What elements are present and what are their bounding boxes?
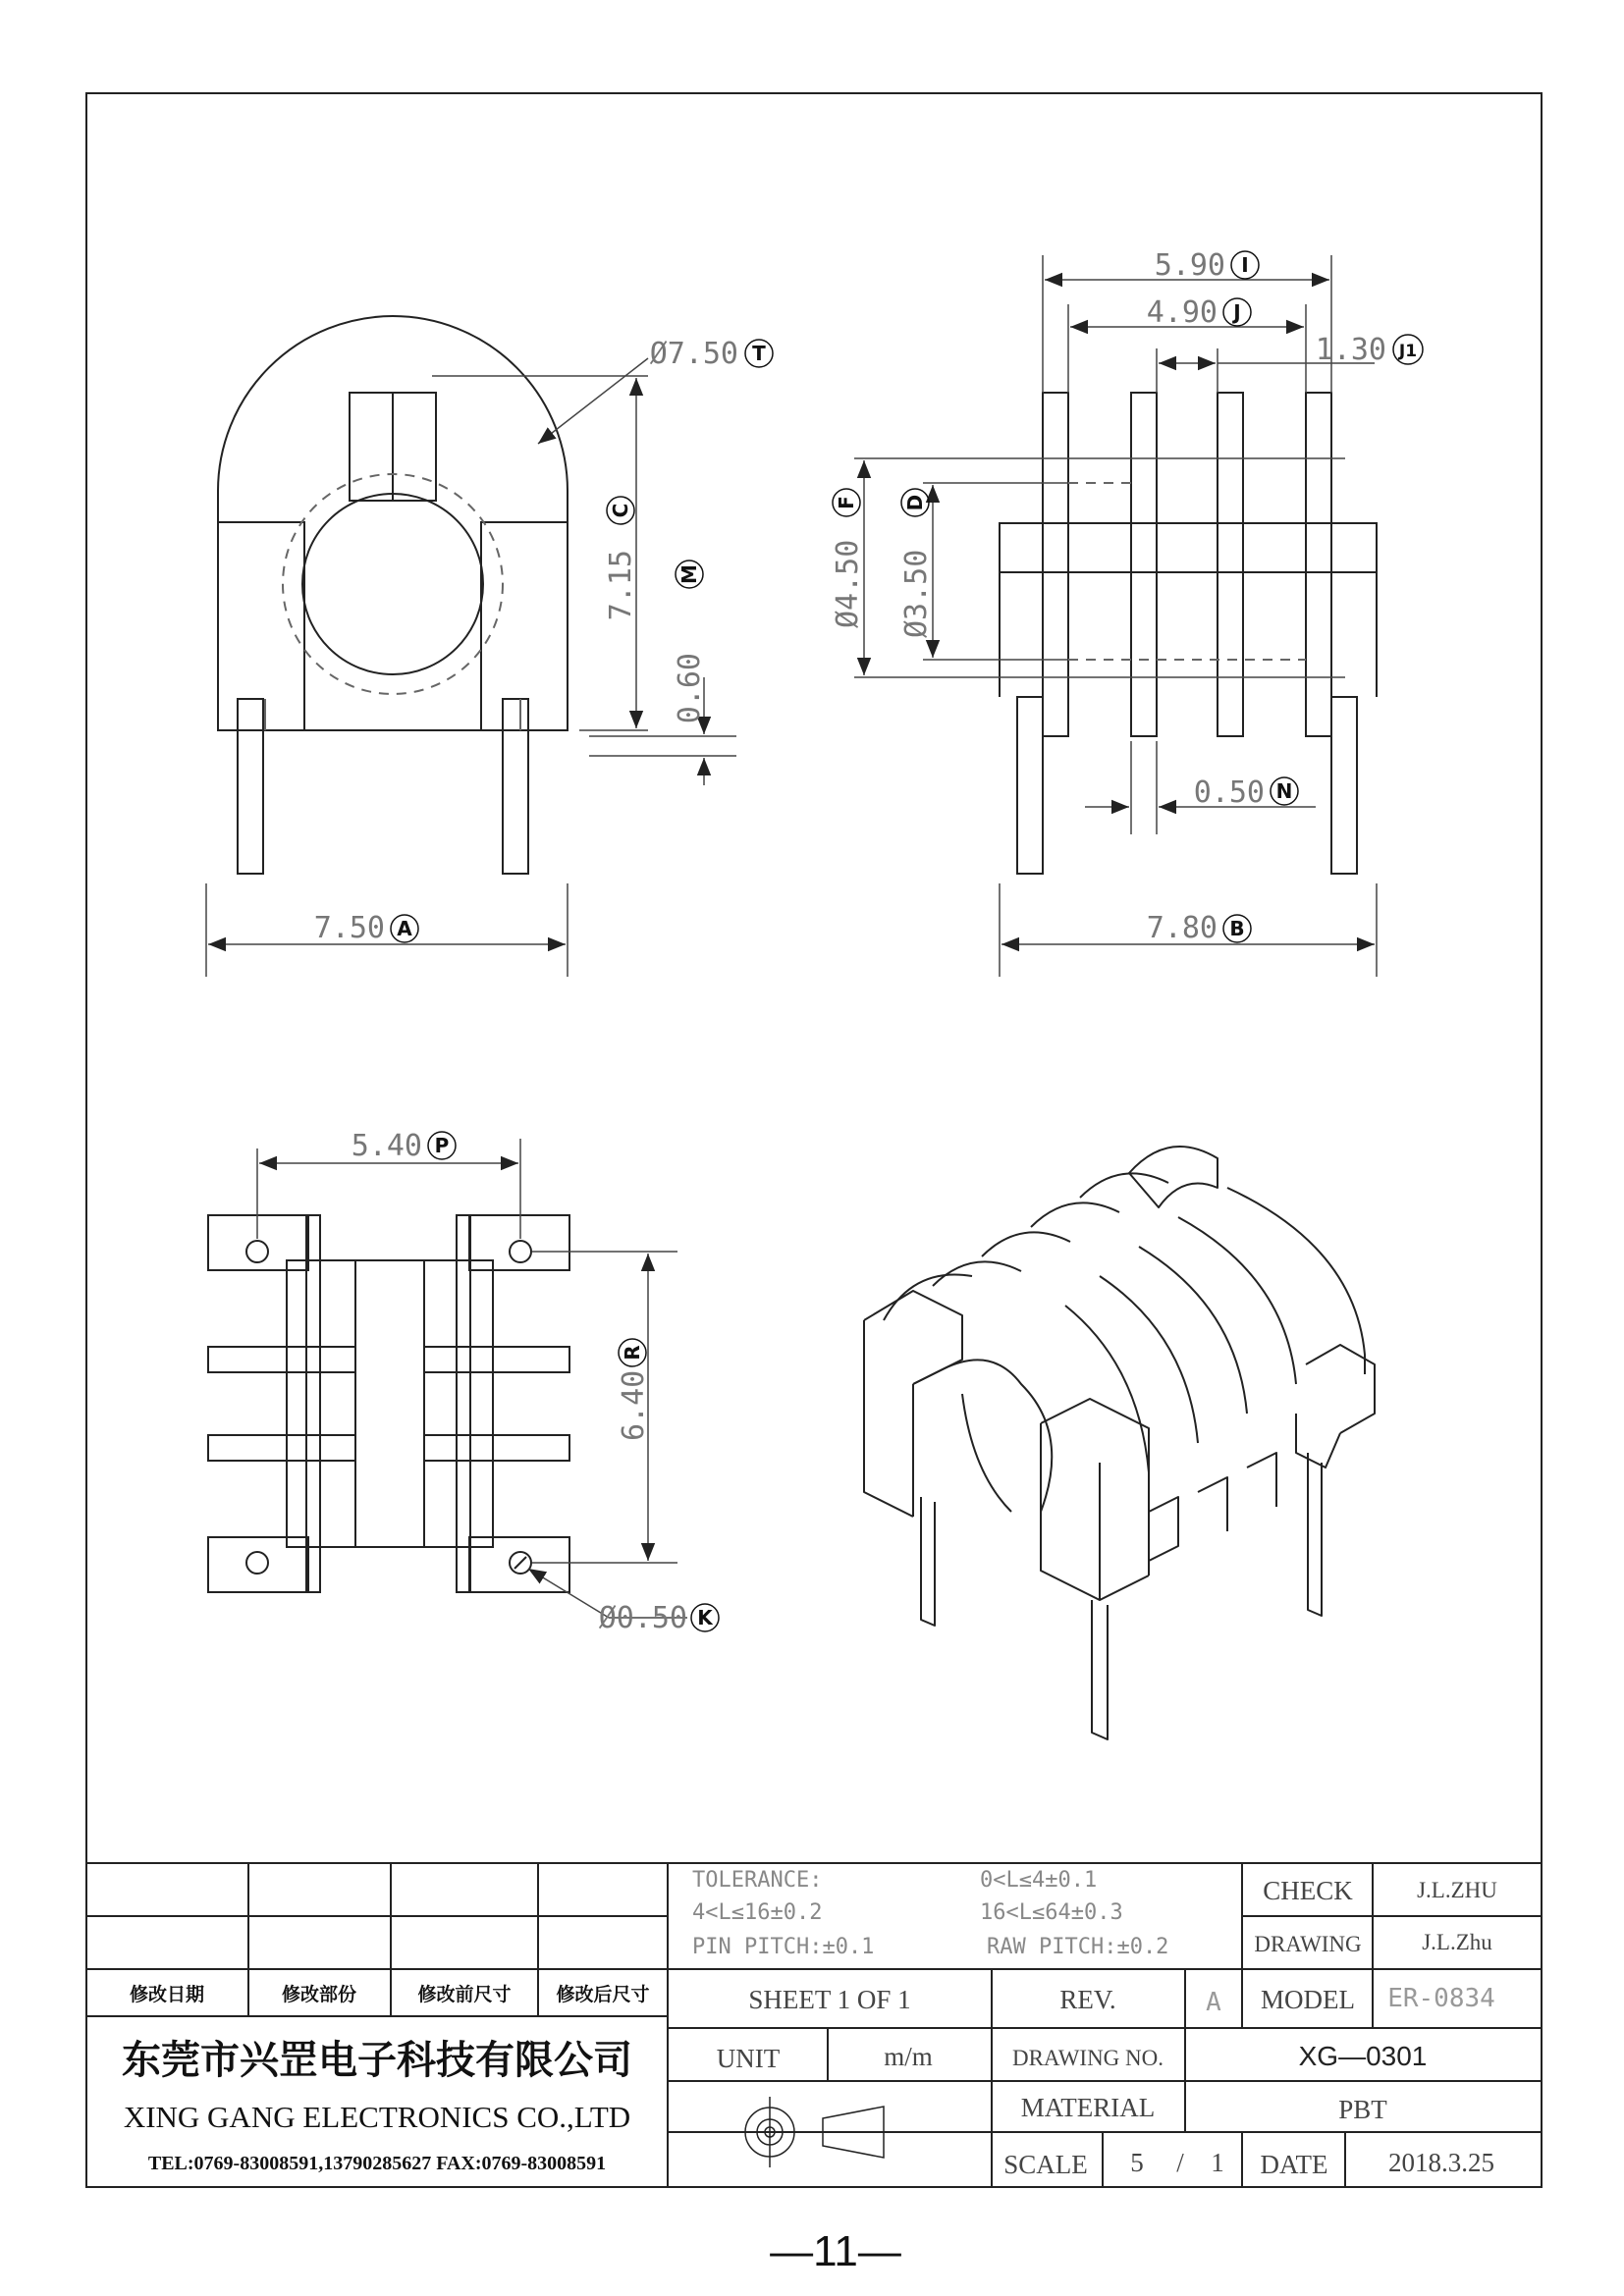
raw-pitch: RAW PITCH:±0.2 (987, 1935, 1169, 1959)
check-value: J.L.ZHU (1417, 1878, 1497, 1902)
side-pin-thickness-id: N (1275, 779, 1293, 803)
drawing-value: J.L.Zhu (1422, 1930, 1492, 1954)
rev-header-after: 修改后尺寸 (556, 1984, 650, 2005)
page-number: —11— (770, 2227, 901, 2275)
side-pitch-inner-dim: 4.90 (1146, 295, 1218, 330)
front-width-dim: 7.50 (313, 911, 385, 945)
rev-value: A (1206, 1988, 1221, 2017)
tolerance-label: TOLERANCE: (692, 1868, 823, 1893)
date-label: DATE (1260, 2150, 1328, 2179)
side-length-id: B (1229, 917, 1245, 940)
front-diameter-dim: Ø7.50 (649, 337, 738, 371)
drawing-label: DRAWING (1254, 1932, 1362, 1956)
side-pitch-inner-id: J (1233, 300, 1241, 324)
pin-pitch: PIN PITCH:±0.1 (692, 1935, 875, 1959)
model-label: MODEL (1261, 1985, 1355, 2014)
company-contact: TEL:0769-83008591,13790285627 FAX:0769-83008591 (147, 2153, 607, 2174)
side-core-id: D (903, 494, 927, 511)
scale-label: SCALE (1003, 2150, 1088, 2179)
sheet-text: SHEET 1 OF 1 (748, 1985, 911, 2014)
projection-symbol (734, 2097, 898, 2167)
model-value: ER-0834 (1387, 1984, 1495, 2013)
side-pin-thickness-dim: 0.50 (1193, 775, 1265, 810)
bottom-pin-hole-dim: Ø0.50 (598, 1601, 687, 1635)
scale-num: 5 (1130, 2148, 1144, 2177)
drawing-no-value: XG—0301 (1298, 2041, 1428, 2071)
rev-header-part: 修改部份 (281, 1984, 357, 2005)
material-value: PBT (1338, 2095, 1387, 2124)
side-flange-id: F (835, 496, 858, 509)
front-view (218, 316, 568, 874)
bottom-pin-hole-id: K (697, 1606, 713, 1629)
side-pitch-outer-id: I (1241, 253, 1249, 277)
check-label: CHECK (1263, 1876, 1353, 1905)
company-en: XING GANG ELECTRONICS CO.,LTD (123, 2100, 631, 2134)
scale-sep: / (1176, 2148, 1184, 2177)
company-cn: 东莞市兴罡电子科技有限公司 (122, 2038, 632, 2083)
front-height-dim: 7.15 (604, 550, 638, 621)
front-dimensions (206, 358, 736, 977)
bottom-row-span-id: R (621, 1345, 644, 1361)
front-standoff-dim: 0.60 (673, 653, 707, 724)
front-height-id: C (609, 503, 632, 518)
bottom-row-span-dim: 6.40 (617, 1369, 651, 1441)
side-view (1000, 393, 1377, 874)
side-slot-pitch-dim: 1.30 (1315, 333, 1386, 367)
tolerance-2: 4<L≤16±0.2 (692, 1900, 823, 1925)
front-diameter-id: T (752, 342, 766, 365)
front-standoff-id: M (677, 564, 701, 584)
date-value: 2018.3.25 (1388, 2148, 1494, 2177)
bottom-view (208, 1215, 569, 1592)
side-pitch-outer-dim: 5.90 (1154, 248, 1225, 283)
side-flange-dim: Ø4.50 (831, 539, 865, 628)
rev-header-date: 修改日期 (129, 1984, 205, 2005)
bottom-pin-span-id: P (434, 1134, 450, 1157)
rev-label: REV. (1059, 1985, 1116, 2014)
unit-value: m/m (884, 2042, 933, 2071)
rev-header-before: 修改前尺寸 (417, 1984, 512, 2005)
isometric-view (864, 1147, 1375, 1739)
tolerance-3: 16<L≤64±0.3 (980, 1900, 1123, 1925)
scale-den: 1 (1211, 2148, 1224, 2177)
side-length-dim: 7.80 (1146, 911, 1218, 945)
material-label: MATERIAL (1020, 2093, 1156, 2122)
unit-label: UNIT (716, 2044, 781, 2073)
bottom-pin-span-dim: 5.40 (351, 1129, 422, 1163)
front-width-id: A (397, 917, 412, 940)
tolerance-1: 0<L≤4±0.1 (980, 1868, 1098, 1893)
side-slot-pitch-id: J1 (1398, 342, 1418, 361)
drawing-no-label: DRAWING NO. (1011, 2046, 1164, 2070)
side-core-dim: Ø3.50 (899, 549, 934, 638)
